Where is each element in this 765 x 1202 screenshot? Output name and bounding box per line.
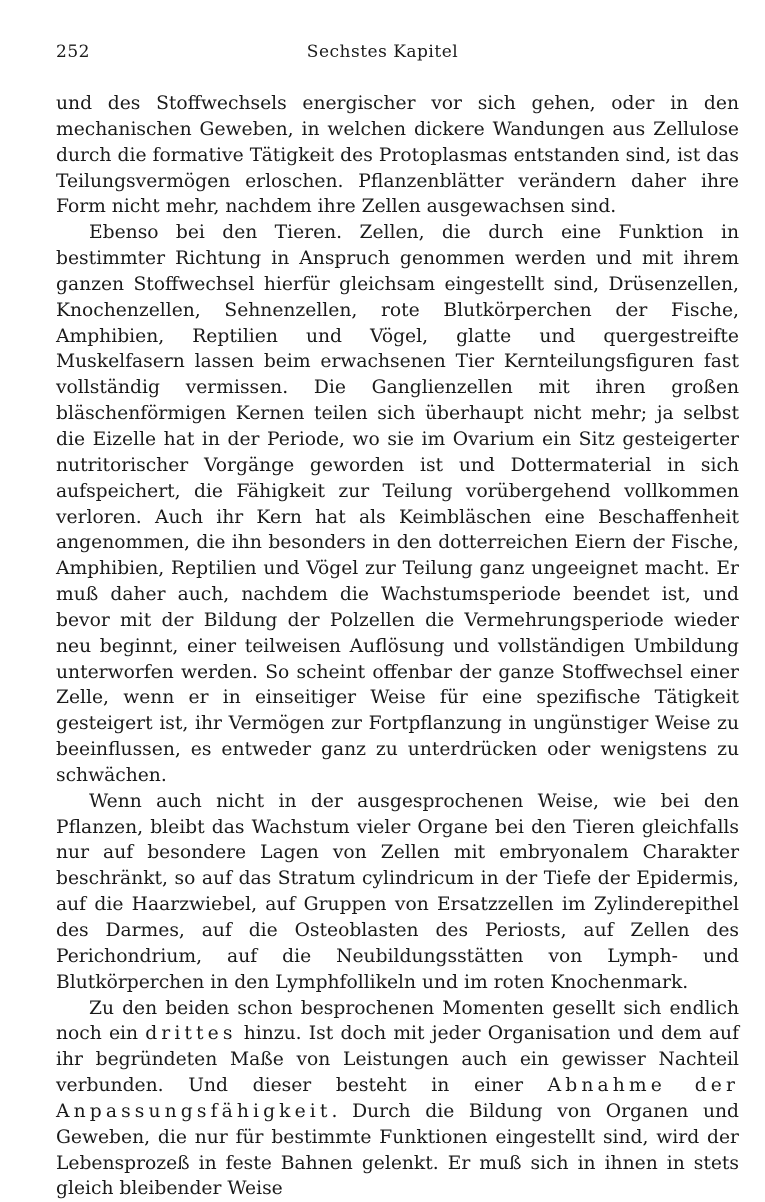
paragraph-text: . Durch die Bildung von Organen und Geweben, die nur für bestimmte Funktionen eingestellt sind, wird der Lebensprozeß in feste Bahnen gelenkt. Er muß sich in ihnen in stets gleich bleibender Weise [56, 1100, 739, 1200]
paragraph-text: hinzu. Ist doch mit jeder Organisation und dem auf ihr begründeten Maße von Leistungen auch ein gewisser Nachteil verbunden. Und dieser besteht in einer [56, 1023, 739, 1097]
running-title: Sechstes Kapitel [306, 42, 459, 62]
paragraph-text: Zu den beiden schon besprochenen Momenten gesellt sich endlich noch ein [56, 997, 739, 1045]
emphasis-spaced: Abnahme der Anpassungsfähigkeit [56, 1075, 739, 1122]
paragraph-growth: Wenn auch nicht in der ausgesprochenen Weise, wie bei den Pflanzen, bleibt das Wachstum vieler Organe bei den Tieren gleichfalls nur auf besondere Lagen von Zellen mit embryonalem Charakter beschränkt, so auf das Stratum cylindricum in der Tiefe der Epidermis, auf die Haarzwiebel, auf Gruppen von Ersatzzellen im Zylinderepithel des Darmes, auf die Osteoblasten des Periosts, auf Zellen des Perichondrium, auf die Neubildungsstätten von Lymph- und Blutkörperchen in den Lymphfollikeln und im roten Knochenmark. [56, 790, 739, 993]
page-number: 252 [56, 42, 90, 62]
emphasis-spaced: drittes [145, 1023, 237, 1045]
paragraph-animals: Ebenso bei den Tieren. Zellen, die durch eine Funktion in bestimmter Richtung in Anspruch genommen werden und mit ihrem ganzen Stoffwechsel hierfür gleichsam eingestellt sind, Drüsenzellen, Knochenzellen, Sehnenzellen, rote Blutkörperchen der Fische, Amphibien, Reptilien und Vögel, glatte und quergestreifte Muskelfasern lassen beim erwachsenen Tier Kernteilungsfiguren fast vollständig vermissen. Die Ganglienzellen mit ihren großen bläschenförmigen Kernen teilen sich überhaupt nicht mehr; ja selbst die Eizelle hat in der Periode, wo sie im Ovarium ein Sitz gesteigerter nutritorischer Vorgänge geworden ist und Dottermaterial in sich aufspeichert, die Fähigkeit zur Teilung vorübergehend vollkommen verloren. Auch ihr Kern hat als Keimbläschen eine Beschaffenheit angenommen, die ihn besonders in den dotterreichen Eiern der Fische, Amphibien, Reptilien und Vögel zur Teilung ganz ungeeignet macht. Er muß daher auch, nachdem die Wachstumsperiode beendet ist, und bevor mit der Bildung der Polzellen die Vermehrungsperiode wieder neu beginnt, einer teilweisen Auflösung und vollständigen Umbildung unterworfen werden. So scheint offenbar der ganze Stoffwechsel einer Zelle, wenn er in einseitiger Weise für eine spezifische Tätigkeit gesteigert ist, ihr Vermögen zur Fortpflanzung in ungünstiger Weise zu beeinflussen, es entweder ganz zu unterdrücken oder wenigstens zu schwächen. [56, 222, 739, 786]
page-header [56, 42, 709, 68]
paragraph-third-factor [56, 996, 739, 1202]
page-body [56, 91, 739, 1202]
paragraph-continuation: und des Stoffwechsels energischer vor sich gehen, oder in den mechanischen Geweben, in welchen dickere Wandungen aus Zellulose durch die formative Tätigkeit des Protoplasmas entstanden sind, ist das Teilungsvermögen erloschen. Pflanzenblätter verändern daher ihre Form nicht mehr, nachdem ihre Zellen ausgewachsen sind. [56, 93, 739, 218]
